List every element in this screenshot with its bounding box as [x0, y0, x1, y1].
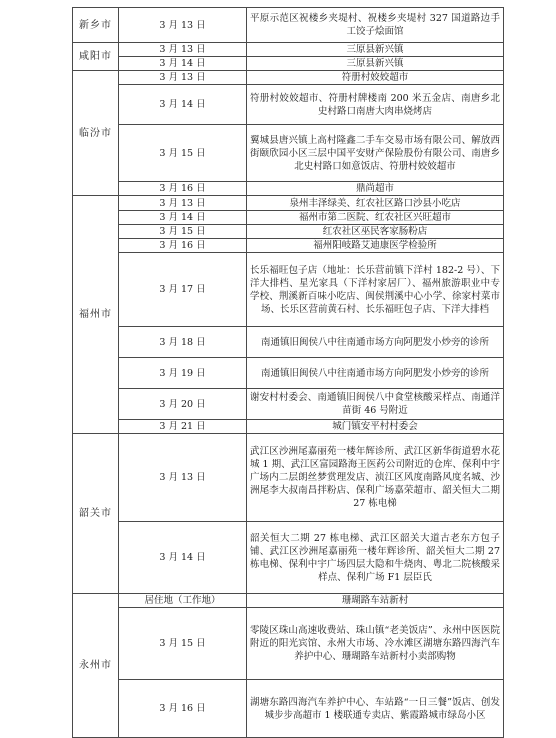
table-row — [73, 43, 504, 57]
table-row — [73, 71, 504, 85]
date-cell: 3 月 14 日 — [119, 57, 247, 71]
table-row — [73, 57, 504, 71]
risk-location-table — [72, 7, 504, 738]
table-row — [73, 253, 504, 327]
location-cell: 南通镇旧闽侯八中往南通市场方向阿肥发小炒旁的诊所 — [247, 327, 504, 358]
city-cell: 新乡市 — [73, 8, 119, 43]
city-cell: 福州市 — [73, 196, 119, 434]
location-cell: 鼎尚超市 — [247, 182, 504, 196]
date-cell: 3 月 16 日 — [119, 182, 247, 196]
location-cell: 泉州丰泽绿美、红农社区路口沙县小吃店 — [247, 196, 504, 211]
location-cell: 符册村姣姣超市、符册村牌楼南 200 米五金店、南唐乡北史村路口南唐大肉串烧烤店 — [247, 85, 504, 125]
date-cell: 3 月 15 日 — [119, 125, 247, 182]
date-cell: 3 月 21 日 — [119, 420, 247, 434]
location-cell: 翼城县唐兴镇上高村隆鑫二手车交易市场有限公司、解放西街颐欣园小区三层中国平安财产保险股份有限公司、南唐乡北史村路口如意饭店、符册村姣姣超市 — [247, 125, 504, 182]
location-cell: 平原示范区祝楼乡夹堤村、祝楼乡夹堤村 327 国道路边手工饺子烩面馆 — [247, 8, 504, 43]
table-row — [73, 182, 504, 196]
date-cell: 3 月 13 日 — [119, 434, 247, 522]
table-row — [73, 196, 504, 211]
location-cell: 福州阳岐路艾迪康医学检验所 — [247, 239, 504, 253]
date-cell: 3 月 13 日 — [119, 71, 247, 85]
table-row — [73, 239, 504, 253]
date-cell: 3 月 13 日 — [119, 43, 247, 57]
date-cell: 3 月 14 日 — [119, 522, 247, 594]
location-cell: 三原县新兴镇 — [247, 57, 504, 71]
table-row — [73, 358, 504, 389]
location-cell: 城门镇安平村村委会 — [247, 420, 504, 434]
date-cell: 3 月 15 日 — [119, 608, 247, 680]
table-row — [73, 680, 504, 738]
date-cell: 3 月 14 日 — [119, 211, 247, 225]
table-body — [73, 8, 504, 738]
date-cell: 3 月 16 日 — [119, 680, 247, 738]
location-cell: 韶关恒大二期 27 栋电梯、武江区韶关大道古老东方包子铺、武江区沙洲尾嘉丽苑一楼年辉诊所、韶关恒大二期 27 栋电梯、保利中宇广场四层大隐和牛烧肉、粤北二院核酸采样点、保利广场 F1 层臣氏 — [247, 522, 504, 594]
table-row — [73, 85, 504, 125]
date-cell: 3 月 15 日 — [119, 225, 247, 239]
date-cell: 3 月 20 日 — [119, 389, 247, 420]
city-cell: 临汾市 — [73, 71, 119, 196]
location-cell: 南通镇旧闽侯八中往南通市场方向阿肥发小炒旁的诊所 — [247, 358, 504, 389]
date-cell: 3 月 19 日 — [119, 358, 247, 389]
table-row — [73, 420, 504, 434]
table-row — [73, 8, 504, 43]
location-cell: 三原县新兴镇 — [247, 43, 504, 57]
date-cell: 3 月 17 日 — [119, 253, 247, 327]
location-cell: 长乐福旺包子店（地址：长乐营前镇下洋村 182-2 号）、下洋大排档、星光家具（下洋村家居厂）、福州旅游职业中专学校、荆溪新百味小吃店、闽侯荆溪中心小学、徐家村菜市场、长乐区营前黄石村、长乐福旺包子店、下洋大排档 — [247, 253, 504, 327]
location-cell: 福州市第二医院、红农社区兴旺超市 — [247, 211, 504, 225]
table-row — [73, 389, 504, 420]
date-cell: 3 月 14 日 — [119, 85, 247, 125]
city-cell: 咸阳市 — [73, 43, 119, 71]
table-row — [73, 594, 504, 608]
location-cell: 红农社区巫民客家肠粉店 — [247, 225, 504, 239]
date-cell: 3 月 18 日 — [119, 327, 247, 358]
table-row — [73, 522, 504, 594]
location-cell: 湖塘东路四海汽车养护中心、车站路“一日三餐”饭店、创发城步步高超市 1 楼联通专卖店、紫霞路城市绿岛小区 — [247, 680, 504, 738]
table-row — [73, 434, 504, 522]
location-cell: 珊瑚路车站新村 — [247, 594, 504, 608]
table-row — [73, 327, 504, 358]
location-cell: 符册村姣姣超市 — [247, 71, 504, 85]
city-cell: 韶关市 — [73, 434, 119, 594]
risk-location-table-sheet — [72, 7, 504, 738]
location-cell: 谢安村村委会、南通镇旧闽侯八中食堂核酸采样点、南通洋苗街 46 号附近 — [247, 389, 504, 420]
date-cell: 3 月 13 日 — [119, 8, 247, 43]
table-row — [73, 211, 504, 225]
table-row — [73, 608, 504, 680]
location-cell: 武江区沙洲尾嘉丽苑一楼年辉诊所、武江区新华街道碧水花城 1 期、武江区富园路海王医药公司附近的仓库、保利中宇广场内二层朗丝梦赏理发店、浈江区风度南路风度名城、沙洲尾李大叔南昌拌粉店、保利广场嘉荣超市、韶关恒大二期 27 栋电梯 — [247, 434, 504, 522]
city-cell: 永州市 — [73, 594, 119, 738]
table-row — [73, 225, 504, 239]
location-cell: 零陵区珠山高速收费站、珠山镇“老美饭店”、永州中医医院附近的阳光宾馆、永州大市场、冷水滩区湖塘东路四海汽车养护中心、珊瑚路车站新村小卖部购物 — [247, 608, 504, 680]
date-cell: 3 月 16 日 — [119, 239, 247, 253]
date-cell: 3 月 13 日 — [119, 196, 247, 211]
table-row — [73, 125, 504, 182]
date-cell: 居住地（工作地） — [119, 594, 247, 608]
